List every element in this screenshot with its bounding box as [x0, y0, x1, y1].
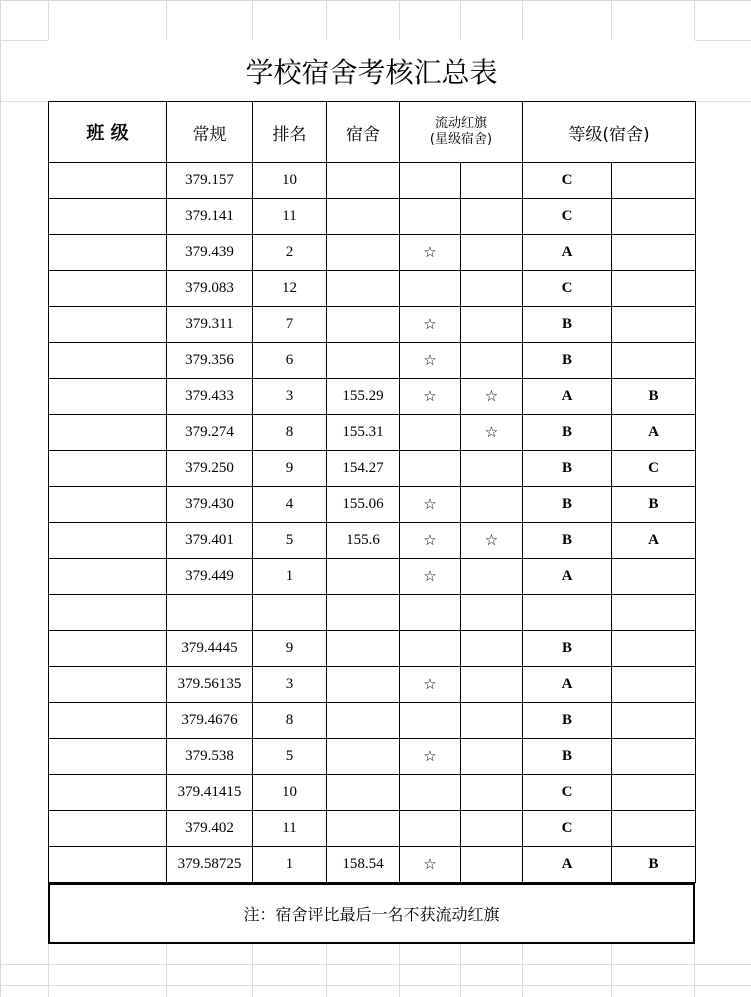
red-flag-star-cell-2[interactable]	[461, 703, 523, 739]
dorm-cell[interactable]	[327, 775, 400, 811]
dorm-grade-cell[interactable]	[612, 235, 696, 271]
class-cell[interactable]	[49, 775, 167, 811]
red-flag-star-cell-2[interactable]	[461, 559, 523, 595]
red-flag-star-cell[interactable]: ☆	[400, 559, 461, 595]
table-row	[49, 307, 696, 343]
class-cell[interactable]	[49, 451, 167, 487]
dorm-grade-cell[interactable]: B	[612, 487, 696, 523]
class-cell[interactable]	[49, 811, 167, 847]
table-row	[49, 631, 696, 667]
red-flag-star-cell-2[interactable]	[461, 307, 523, 343]
routine-cell[interactable]: 379.274	[167, 415, 253, 451]
rank-cell[interactable]: 12	[253, 271, 327, 307]
routine-cell[interactable]: 379.311	[167, 307, 253, 343]
rank-cell[interactable]: 3	[253, 379, 327, 415]
routine-cell[interactable]: 379.439	[167, 235, 253, 271]
header-dorm: 宿舍	[327, 102, 400, 163]
dorm-grade-cell[interactable]: B	[612, 379, 696, 415]
grade-cell[interactable]: C	[523, 271, 612, 307]
dorm-cell[interactable]: 155.31	[327, 415, 400, 451]
grade-cell[interactable]: B	[523, 343, 612, 379]
routine-cell[interactable]: 379.083	[167, 271, 253, 307]
routine-cell[interactable]: 379.401	[167, 523, 253, 559]
class-cell[interactable]	[49, 739, 167, 775]
table-row	[49, 739, 696, 775]
rank-cell[interactable]: 9	[253, 631, 327, 667]
grade-cell[interactable]: B	[523, 415, 612, 451]
red-flag-star-cell[interactable]: ☆	[400, 847, 461, 883]
red-flag-star-cell[interactable]: ☆	[400, 307, 461, 343]
red-flag-star-cell-2[interactable]	[461, 739, 523, 775]
dorm-cell[interactable]: 158.54	[327, 847, 400, 883]
class-cell[interactable]	[49, 307, 167, 343]
class-cell[interactable]	[49, 523, 167, 559]
header-red-flag-line2: (星级宿舍)	[429, 132, 493, 147]
header-red-flag	[400, 102, 523, 163]
dorm-grade-cell[interactable]: A	[612, 415, 696, 451]
red-flag-star-cell[interactable]	[400, 199, 461, 235]
dorm-cell[interactable]	[327, 199, 400, 235]
class-cell[interactable]	[49, 595, 167, 631]
sheet-title: 学校宿舍考核汇总表	[48, 40, 695, 101]
dorm-cell[interactable]	[327, 307, 400, 343]
rank-cell[interactable]: 5	[253, 739, 327, 775]
dorm-grade-cell[interactable]	[612, 775, 696, 811]
grade-cell[interactable]: A	[523, 235, 612, 271]
routine-cell[interactable]: 379.430	[167, 487, 253, 523]
dorm-grade-cell[interactable]	[612, 307, 696, 343]
red-flag-star-cell[interactable]: ☆	[400, 487, 461, 523]
dorm-grade-cell[interactable]	[612, 811, 696, 847]
dorm-grade-cell[interactable]: A	[612, 523, 696, 559]
red-flag-star-cell[interactable]	[400, 811, 461, 847]
red-flag-star-cell[interactable]	[400, 271, 461, 307]
class-cell[interactable]	[49, 487, 167, 523]
routine-cell[interactable]: 379.250	[167, 451, 253, 487]
table-row	[49, 163, 696, 199]
rank-cell[interactable]: 1	[253, 559, 327, 595]
table-row	[49, 379, 696, 415]
table-row	[49, 235, 696, 271]
dorm-cell[interactable]	[327, 595, 400, 631]
red-flag-star-cell-2[interactable]	[461, 667, 523, 703]
rank-cell[interactable]: 4	[253, 487, 327, 523]
table-row	[49, 199, 696, 235]
class-cell[interactable]	[49, 271, 167, 307]
grade-cell[interactable]: B	[523, 523, 612, 559]
dorm-grade-cell[interactable]	[612, 667, 696, 703]
rank-cell[interactable]: 5	[253, 523, 327, 559]
dorm-cell[interactable]: 155.6	[327, 523, 400, 559]
red-flag-star-cell[interactable]: ☆	[400, 667, 461, 703]
rank-cell[interactable]: 6	[253, 343, 327, 379]
grade-cell[interactable]: B	[523, 451, 612, 487]
dorm-cell[interactable]	[327, 343, 400, 379]
dorm-cell[interactable]	[327, 631, 400, 667]
table-row	[49, 775, 696, 811]
red-flag-star-cell-2[interactable]	[461, 775, 523, 811]
table-row	[49, 595, 696, 631]
red-flag-star-cell-2[interactable]	[461, 487, 523, 523]
table-row	[49, 487, 696, 523]
table-row	[49, 559, 696, 595]
rank-cell[interactable]	[253, 595, 327, 631]
routine-cell[interactable]: 379.141	[167, 199, 253, 235]
grade-cell[interactable]: B	[523, 487, 612, 523]
table-row	[49, 667, 696, 703]
table-row	[49, 811, 696, 847]
class-cell[interactable]	[49, 199, 167, 235]
routine-cell[interactable]: 379.41415	[167, 775, 253, 811]
red-flag-star-cell-2[interactable]: ☆	[461, 523, 523, 559]
header-class: 班 级	[49, 102, 167, 163]
red-flag-star-cell[interactable]	[400, 451, 461, 487]
red-flag-star-cell-2[interactable]	[461, 235, 523, 271]
class-cell[interactable]	[49, 343, 167, 379]
red-flag-star-cell[interactable]	[400, 415, 461, 451]
class-cell[interactable]	[49, 235, 167, 271]
red-flag-star-cell[interactable]	[400, 595, 461, 631]
dorm-grade-cell[interactable]	[612, 559, 696, 595]
red-flag-star-cell[interactable]	[400, 631, 461, 667]
red-flag-star-cell-2[interactable]: ☆	[461, 415, 523, 451]
dorm-grade-cell[interactable]	[612, 271, 696, 307]
grade-cell[interactable]: C	[523, 775, 612, 811]
routine-cell[interactable]: 379.58725	[167, 847, 253, 883]
header-rank: 排名	[253, 102, 327, 163]
red-flag-star-cell[interactable]: ☆	[400, 523, 461, 559]
red-flag-star-cell-2[interactable]	[461, 595, 523, 631]
grade-cell[interactable]: B	[523, 739, 612, 775]
class-cell[interactable]	[49, 163, 167, 199]
routine-cell[interactable]: 379.449	[167, 559, 253, 595]
routine-cell[interactable]	[167, 595, 253, 631]
grade-cell[interactable]	[523, 595, 612, 631]
red-flag-star-cell[interactable]	[400, 703, 461, 739]
red-flag-star-cell-2[interactable]	[461, 271, 523, 307]
dorm-grade-cell[interactable]: B	[612, 847, 696, 883]
class-cell[interactable]	[49, 379, 167, 415]
table-row	[49, 847, 696, 883]
red-flag-star-cell[interactable]: ☆	[400, 379, 461, 415]
red-flag-star-cell-2[interactable]: ☆	[461, 379, 523, 415]
dorm-cell[interactable]	[327, 235, 400, 271]
dorm-grade-cell[interactable]: C	[612, 451, 696, 487]
grade-cell[interactable]: A	[523, 379, 612, 415]
dorm-cell[interactable]: 154.27	[327, 451, 400, 487]
red-flag-star-cell[interactable]: ☆	[400, 343, 461, 379]
rank-cell[interactable]: 9	[253, 451, 327, 487]
dorm-cell[interactable]	[327, 811, 400, 847]
dorm-grade-cell[interactable]	[612, 739, 696, 775]
dorm-grade-cell[interactable]	[612, 703, 696, 739]
class-cell[interactable]	[49, 415, 167, 451]
dorm-grade-cell[interactable]	[612, 199, 696, 235]
red-flag-star-cell-2[interactable]	[461, 847, 523, 883]
dorm-cell[interactable]	[327, 271, 400, 307]
dorm-cell[interactable]	[327, 667, 400, 703]
class-cell[interactable]	[49, 703, 167, 739]
grade-cell[interactable]: B	[523, 307, 612, 343]
routine-cell[interactable]: 379.157	[167, 163, 253, 199]
red-flag-star-cell-2[interactable]	[461, 199, 523, 235]
class-cell[interactable]	[49, 559, 167, 595]
rank-cell[interactable]: 8	[253, 703, 327, 739]
red-flag-star-cell-2[interactable]	[461, 811, 523, 847]
grade-cell[interactable]: B	[523, 631, 612, 667]
gridline	[0, 964, 751, 965]
header-routine: 常规	[167, 102, 253, 163]
class-cell[interactable]	[49, 847, 167, 883]
grade-cell[interactable]: A	[523, 847, 612, 883]
table-row	[49, 451, 696, 487]
dorm-grade-cell[interactable]	[612, 631, 696, 667]
grade-cell[interactable]: C	[523, 811, 612, 847]
summary-sheet	[48, 40, 695, 944]
dorm-cell[interactable]	[327, 739, 400, 775]
gridline	[0, 985, 751, 986]
table-row	[49, 523, 696, 559]
dorm-grade-cell[interactable]	[612, 595, 696, 631]
routine-cell[interactable]: 379.402	[167, 811, 253, 847]
rank-cell[interactable]: 10	[253, 775, 327, 811]
red-flag-star-cell[interactable]: ☆	[400, 235, 461, 271]
dorm-cell[interactable]	[327, 559, 400, 595]
red-flag-star-cell-2[interactable]	[461, 343, 523, 379]
routine-cell[interactable]: 379.538	[167, 739, 253, 775]
red-flag-star-cell-2[interactable]	[461, 631, 523, 667]
rank-cell[interactable]: 11	[253, 811, 327, 847]
footnote: 注：宿舍评比最后一名不获流动红旗	[48, 883, 695, 944]
rank-cell[interactable]: 11	[253, 199, 327, 235]
grade-cell[interactable]: C	[523, 199, 612, 235]
routine-cell[interactable]: 379.56135	[167, 667, 253, 703]
grade-cell[interactable]: A	[523, 667, 612, 703]
red-flag-star-cell-2[interactable]	[461, 451, 523, 487]
table-row	[49, 703, 696, 739]
table-row	[49, 271, 696, 307]
routine-cell[interactable]: 379.4676	[167, 703, 253, 739]
rank-cell[interactable]: 1	[253, 847, 327, 883]
routine-cell[interactable]: 379.4445	[167, 631, 253, 667]
dorm-cell[interactable]: 155.29	[327, 379, 400, 415]
rank-cell[interactable]: 2	[253, 235, 327, 271]
rank-cell[interactable]: 7	[253, 307, 327, 343]
summary-table	[48, 101, 696, 883]
grade-cell[interactable]: A	[523, 559, 612, 595]
dorm-grade-cell[interactable]	[612, 163, 696, 199]
table-row	[49, 415, 696, 451]
rank-cell[interactable]: 10	[253, 163, 327, 199]
routine-cell[interactable]: 379.356	[167, 343, 253, 379]
red-flag-star-cell[interactable]: ☆	[400, 739, 461, 775]
red-flag-star-cell[interactable]	[400, 775, 461, 811]
routine-cell[interactable]: 379.433	[167, 379, 253, 415]
grade-cell[interactable]: B	[523, 703, 612, 739]
grade-cell[interactable]: C	[523, 163, 612, 199]
dorm-cell[interactable]: 155.06	[327, 487, 400, 523]
dorm-cell[interactable]	[327, 703, 400, 739]
header-grade: 等级(宿舍)	[523, 102, 696, 163]
dorm-grade-cell[interactable]	[612, 343, 696, 379]
header-red-flag-line1: 流动红旗	[434, 116, 487, 131]
dorm-cell[interactable]	[327, 163, 400, 199]
class-cell[interactable]	[49, 667, 167, 703]
red-flag-star-cell-2[interactable]	[461, 163, 523, 199]
rank-cell[interactable]: 8	[253, 415, 327, 451]
rank-cell[interactable]: 3	[253, 667, 327, 703]
class-cell[interactable]	[49, 631, 167, 667]
table-row	[49, 343, 696, 379]
red-flag-star-cell[interactable]	[400, 163, 461, 199]
